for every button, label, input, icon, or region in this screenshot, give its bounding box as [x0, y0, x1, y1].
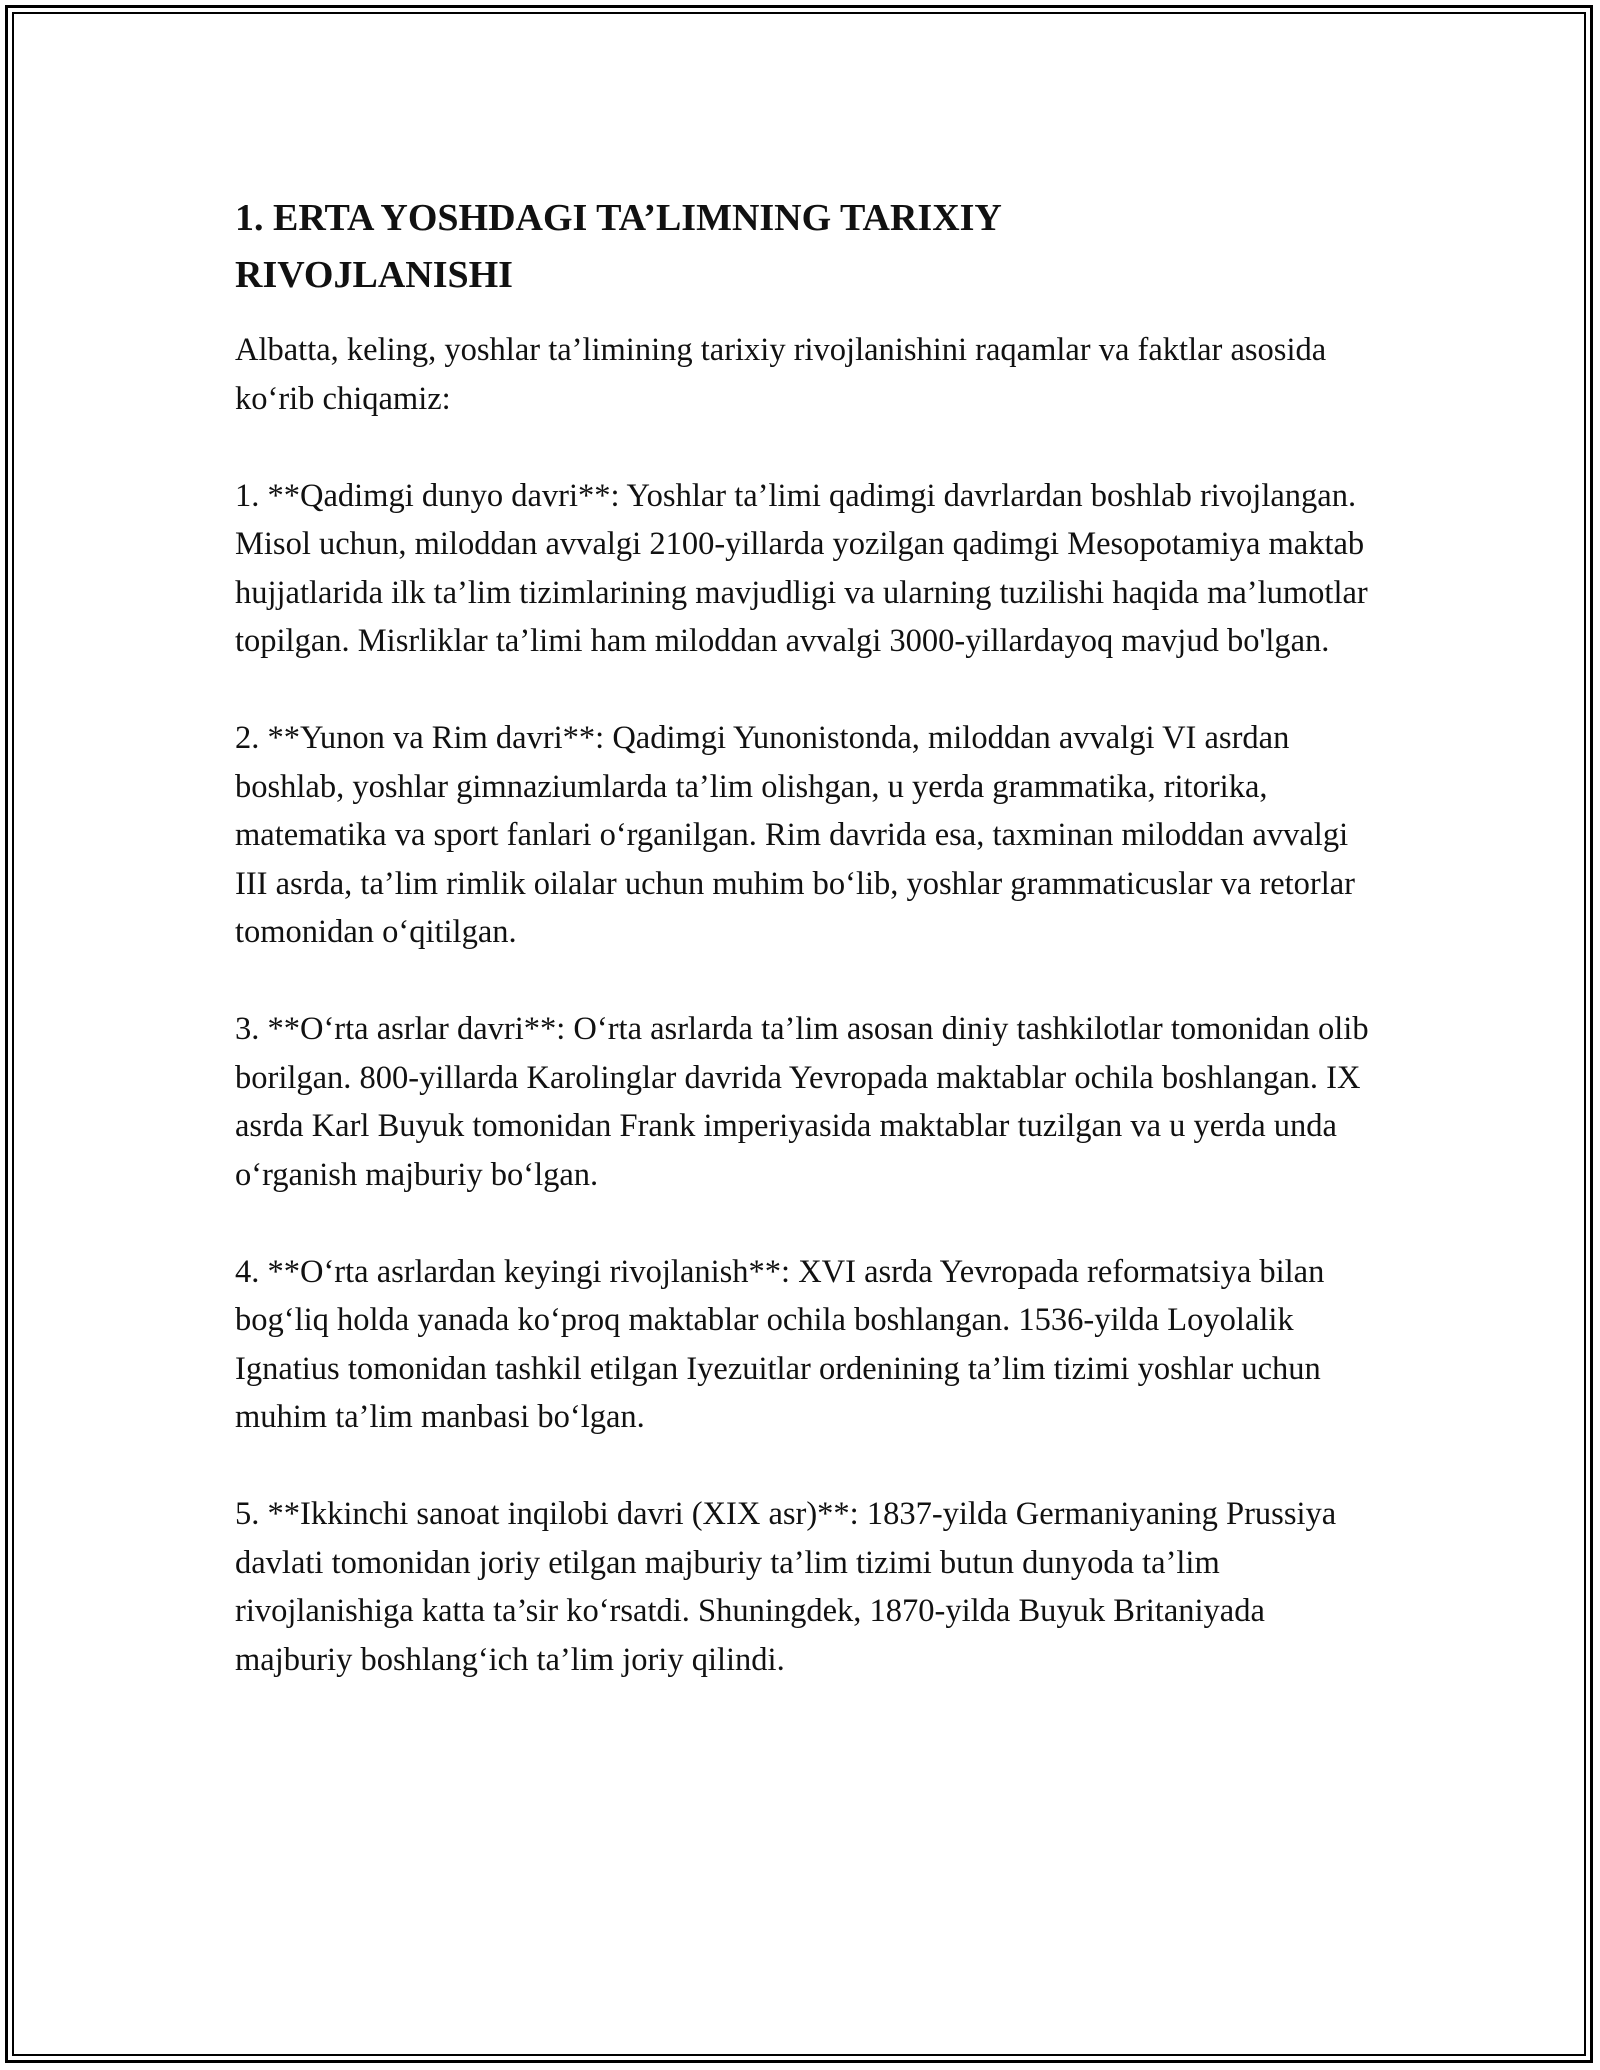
title-line-2: RIVOJLANISHI	[235, 254, 513, 296]
paragraph-ancient-world: 1. **Qadimgi dunyo davri**: Yoshlar ta’limi qadimgi davrlardan boshlab rivojlangan. Misol uchun, miloddan avvalgi 2100-yillarda yozilgan qadimgi Mesopotamiya maktab hujjatlarida ilk ta’lim tizimlarining mavjudligi va ularning tuzilishi haqida ma’lumotlar topilgan. Misrliklar ta’limi ham miloddan avvalgi 3000-yillardayoq mavjud bo'lgan.	[235, 477, 1368, 659]
title-line-1: 1. ERTA YOSHDAGI TA’LIMNING TARIXIY	[235, 197, 1002, 239]
document-title	[235, 190, 1375, 304]
document-body	[235, 190, 1375, 1733]
paragraph-middle-ages: 3. **O‘rta asrlar davri**: O‘rta asrlarda ta’lim asosan diniy tashkilotlar tomonidan olib borilgan. 800-yillarda Karolinglar davrida Yevropada maktablar ochila boshlangan. IX asrda Karl Buyuk tomonidan Frank imperiyasida maktablar tuzilgan va u yerda unda o‘rganish majburiy bo‘lgan.	[235, 1011, 1369, 1193]
paragraph-industrial-revolution: 5. **Ikkinchi sanoat inqilobi davri (XIX asr)**: 1837-yilda Germaniyaning Prussiya davlati tomonidan joriy etilgan majburiy ta’lim tizimi butun dunyoda ta’lim rivojlanishiga katta ta’sir ko‘rsatdi. Shuningdek, 1870-yilda Buyuk Britaniyada majburiy boshlang‘ich ta’lim joriy qilindi.	[235, 1496, 1337, 1678]
paragraph-greek-roman: 2. **Yunon va Rim davri**: Qadimgi Yunonistonda, miloddan avvalgi VI asrdan boshlab, yoshlar gimnaziumlarda ta’lim olishgan, u yerda grammatika, ritorika, matematika va sport fanlari o‘rganilgan. Rim davrida esa, taxminan miloddan avvalgi III asrda, ta’lim rimlik oilalar uchun muhim bo‘lib, yoshlar grammaticuslar va retorlar tomonidan o‘qitilgan.	[235, 720, 1355, 950]
intro-paragraph: Albatta, keling, yoshlar ta’limining tarixiy rivojlanishini raqamlar va faktlar asosida ko‘rib chiqamiz:	[235, 332, 1327, 417]
paragraph-post-medieval: 4. **O‘rta asrlardan keyingi rivojlanish**: XVI asrda Yevropada reformatsiya bilan bog‘liq holda yanada ko‘proq maktablar ochila boshlangan. 1536-yilda Loyolalik Ignatius tomonidan tashkil etilgan Iyezuitlar ordenining ta’lim tizimi yoshlar uchun muhim ta’lim manbasi bo‘lgan.	[235, 1253, 1325, 1435]
